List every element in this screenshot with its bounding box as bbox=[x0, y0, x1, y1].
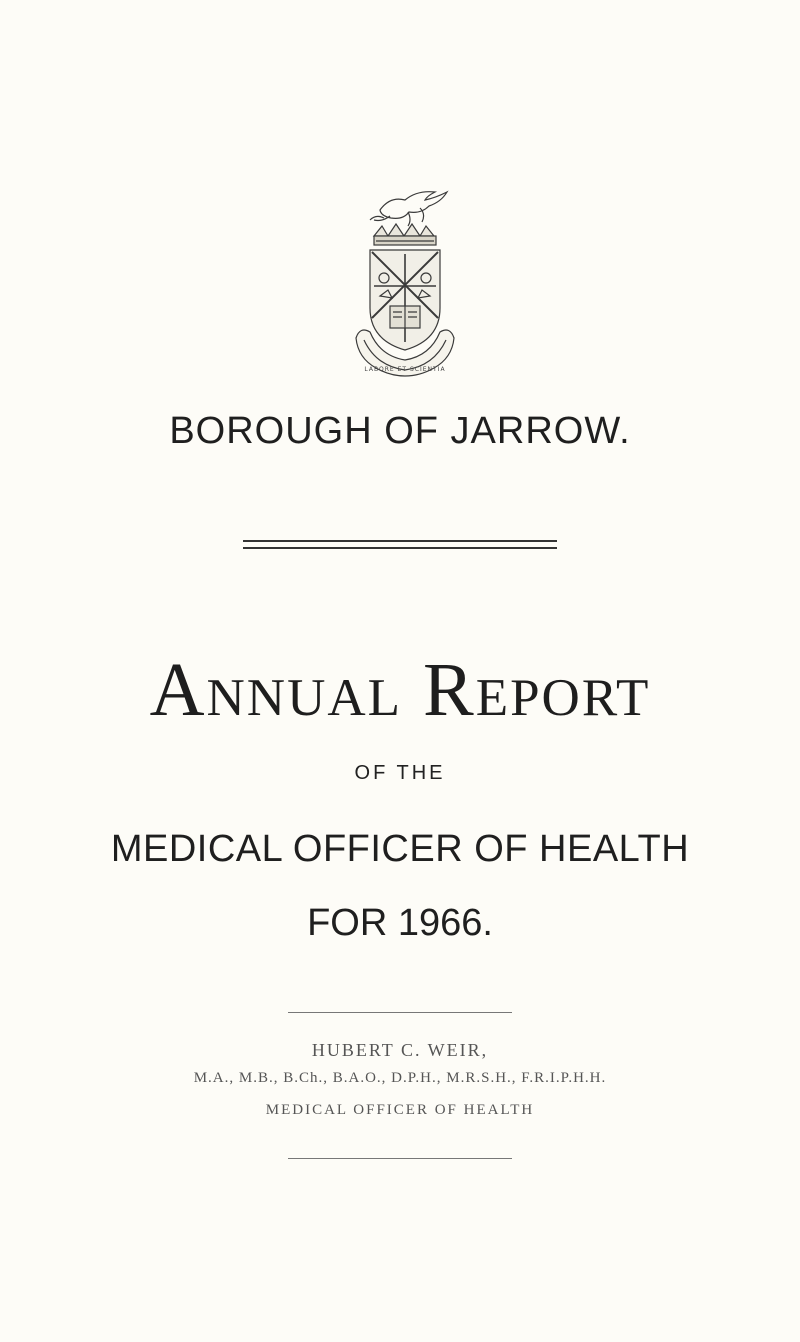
report-heading: Annual Report bbox=[149, 648, 651, 732]
borough-crest-icon bbox=[350, 188, 460, 388]
double-rule-bottom bbox=[243, 547, 557, 549]
rule-below-author bbox=[288, 1158, 512, 1159]
double-rule-top bbox=[243, 540, 557, 542]
report-connector: OF THE bbox=[354, 762, 446, 784]
rule-above-author bbox=[288, 1012, 512, 1013]
report-subject: MEDICAL OFFICER OF HEALTH bbox=[110, 828, 690, 870]
author-qualifications: M.A., M.B., B.Ch., B.A.O., D.P.H., M.R.S.H., F.R.I.P.H.H. bbox=[193, 1070, 607, 1086]
author-role: MEDICAL OFFICER OF HEALTH bbox=[265, 1102, 535, 1118]
report-year: FOR 1966. bbox=[307, 902, 493, 944]
author-name: HUBERT C. WEIR, bbox=[311, 1040, 489, 1060]
crest-motto: LABORE ET SCIENTIA bbox=[364, 366, 446, 373]
borough-title: BOROUGH OF JARROW. bbox=[169, 410, 631, 452]
